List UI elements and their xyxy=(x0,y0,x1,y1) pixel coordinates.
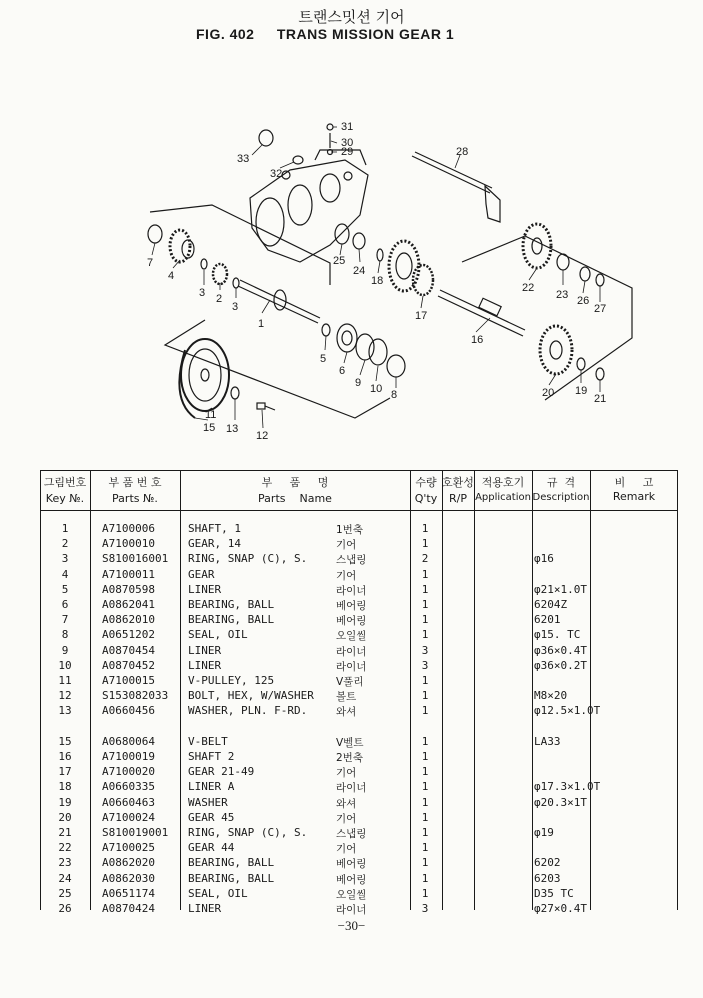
key-cell: 11 xyxy=(58,674,72,687)
part-name-cell: LINER A xyxy=(188,780,235,794)
callout-13: 13 xyxy=(226,423,239,435)
callout-19: 19 xyxy=(575,385,588,397)
description-cell: φ12.5×1.0T xyxy=(534,704,601,718)
callout-32: 32 xyxy=(270,168,283,180)
part-name-korean-cell: 2번축 xyxy=(336,752,363,764)
table-row xyxy=(40,902,678,917)
key-cell: 25 xyxy=(58,886,72,900)
transmission-housing xyxy=(250,150,368,262)
part-name-cell: GEAR 45 xyxy=(188,810,235,824)
description-cell: φ19 xyxy=(534,826,554,839)
callout-1: 1 xyxy=(258,318,265,330)
part-12-bolt xyxy=(257,403,275,410)
callout-2: 2 xyxy=(216,293,223,305)
callout-16: 16 xyxy=(471,334,484,346)
part-name-korean-cell: 라이너 xyxy=(336,584,367,597)
quantity-cell: 3 xyxy=(421,643,429,657)
callout-24: 24 xyxy=(353,265,366,277)
quantity-cell: 1 xyxy=(421,628,429,642)
header-desc-en: Description xyxy=(532,492,590,503)
part-number-cell: A0870452 xyxy=(102,658,155,672)
part-name-korean-cell: 오일씰 xyxy=(336,630,367,643)
part-name-cell: V-BELT xyxy=(188,734,228,748)
table-row xyxy=(40,689,678,704)
key-cell: 1 xyxy=(61,522,69,535)
part-name-cell: SHAFT, 1 xyxy=(188,522,241,535)
table-row xyxy=(40,780,678,795)
table-row xyxy=(40,659,678,674)
part-name-korean-cell: 베어링 xyxy=(336,615,367,628)
description-cell: φ21×1.0T xyxy=(534,582,587,596)
part-name-korean-cell: V벨트 xyxy=(336,736,364,749)
part-number-cell: A0660456 xyxy=(102,704,155,718)
quantity-cell: 1 xyxy=(421,856,429,870)
part-name-korean-cell: 기어 xyxy=(336,539,357,552)
table-row xyxy=(40,811,678,826)
quantity-cell: 1 xyxy=(421,871,429,885)
part-number-cell: A0870454 xyxy=(102,643,155,657)
part-name-cell: GEAR 21-49 xyxy=(188,765,255,779)
part-name-korean-cell: 라이너 xyxy=(336,645,367,658)
exploded-parts-diagram xyxy=(0,0,703,460)
key-cell: 7 xyxy=(61,613,69,627)
description-cell: φ36×0.2T xyxy=(534,658,587,672)
header-parts-ko: 부 품 번 호 xyxy=(108,476,162,489)
part-1-shaft xyxy=(238,280,320,323)
table-row xyxy=(40,841,678,856)
quantity-cell: 1 xyxy=(421,826,429,839)
header-desc-ko: 규 격 xyxy=(546,476,576,489)
quantity-cell: 1 xyxy=(421,704,429,718)
part-name-korean-cell: 기어 xyxy=(336,843,357,856)
part-name-korean-cell: 기어 xyxy=(336,812,357,825)
quantity-cell: 1 xyxy=(421,567,429,581)
header-remark-en: Remark xyxy=(612,490,656,503)
part-name-cell: RING, SNAP (C), S. xyxy=(188,552,308,566)
table-row xyxy=(40,568,678,583)
callout-6: 6 xyxy=(339,365,346,377)
table-row xyxy=(40,872,678,887)
table-row xyxy=(40,704,678,719)
part-number-cell: A7100011 xyxy=(102,567,155,581)
part-number-cell: A0651174 xyxy=(102,886,155,900)
header-key-en: Key №. xyxy=(45,492,85,505)
callout-28: 28 xyxy=(456,146,469,158)
table-row xyxy=(40,796,678,811)
header-rp-en: R/P xyxy=(449,492,467,505)
part-4-gear xyxy=(170,230,194,262)
table-row xyxy=(40,537,678,552)
quantity-cell: 1 xyxy=(421,537,429,551)
part-name-korean-cell: 와셔 xyxy=(336,797,357,810)
table-row xyxy=(40,750,678,765)
table-row xyxy=(40,765,678,780)
part-9-liner xyxy=(356,334,374,360)
callout-11: 11 xyxy=(205,409,217,421)
part-number-cell: S810016001 xyxy=(102,552,169,566)
description-cell: φ20.3×1T xyxy=(534,795,587,809)
part-21-snap-ring xyxy=(596,368,604,380)
callout-26: 26 xyxy=(577,295,590,307)
page-title-korean: 트랜스밋션 기어 xyxy=(298,8,405,26)
part-24-bearing xyxy=(353,233,365,249)
part-name-cell: BEARING, BALL xyxy=(188,856,275,870)
quantity-cell: 2 xyxy=(421,552,429,566)
part-number-cell: A0660335 xyxy=(102,780,155,794)
table-row xyxy=(40,552,678,567)
part-name-korean-cell: 베어링 xyxy=(336,858,367,871)
header-parts-en: Parts №. xyxy=(112,492,158,505)
part-name-cell: GEAR xyxy=(188,567,215,581)
description-cell: φ27×0.4T xyxy=(534,902,587,915)
quantity-cell: 1 xyxy=(421,750,429,763)
part-6-bearing xyxy=(337,324,357,352)
callout-27: 27 xyxy=(594,303,607,315)
callout-29: 29 xyxy=(341,146,354,158)
part-name-korean-cell: 라이너 xyxy=(336,660,367,673)
part-19-washer xyxy=(577,358,585,370)
key-cell: 3 xyxy=(61,552,69,566)
key-cell: 20 xyxy=(58,810,72,824)
key-cell: 24 xyxy=(58,871,72,885)
description-cell: φ15. TC xyxy=(534,628,581,642)
part-number-cell: A0862041 xyxy=(102,598,155,611)
header-rp-ko: 호환성 xyxy=(442,476,474,489)
part-name-cell: LINER xyxy=(188,643,222,657)
part-name-korean-cell: 베어링 xyxy=(336,600,367,612)
callout-22: 22 xyxy=(522,282,535,294)
description-cell: 6204Z xyxy=(534,598,568,611)
part-name-cell: BEARING, BALL xyxy=(188,598,275,611)
key-cell: 5 xyxy=(61,582,69,596)
part-number-cell: A7100010 xyxy=(102,537,155,551)
part-number-cell: S810019001 xyxy=(102,826,169,839)
part-number-cell: A0862020 xyxy=(102,856,155,870)
header-name-ko: 부 품 명 xyxy=(261,476,329,489)
part-23-bearing xyxy=(557,254,569,270)
key-cell: 17 xyxy=(58,765,72,779)
part-3-snap-ring-a xyxy=(201,259,207,269)
table-row xyxy=(40,826,678,841)
table-row xyxy=(40,522,678,537)
key-cell: 2 xyxy=(61,537,69,551)
key-cell: 12 xyxy=(58,689,72,703)
quantity-cell: 1 xyxy=(421,810,429,824)
part-name-korean-cell: 1번축 xyxy=(336,524,363,536)
callout-7: 7 xyxy=(147,257,154,269)
callout-23: 23 xyxy=(556,289,569,301)
quantity-cell: 1 xyxy=(421,886,429,900)
part-number-cell: A7100015 xyxy=(102,674,155,687)
quantity-cell: 1 xyxy=(421,674,429,687)
callout-17: 17 xyxy=(415,310,428,322)
figure-number: FIG. 402 xyxy=(196,26,255,42)
part-name-korean-cell: 와셔 xyxy=(336,706,357,719)
quantity-cell: 1 xyxy=(421,780,429,794)
quantity-cell: 1 xyxy=(421,689,429,703)
part-25-oil-seal xyxy=(335,224,349,244)
key-cell: 4 xyxy=(61,567,69,581)
quantity-cell: 1 xyxy=(421,598,429,611)
part-10-liner xyxy=(369,339,387,365)
key-cell: 6 xyxy=(61,598,69,611)
callout-3a: 3 xyxy=(199,287,206,299)
callout-12: 12 xyxy=(256,430,269,442)
callout-18: 18 xyxy=(371,275,384,287)
table-row xyxy=(40,613,678,628)
part-name-cell: LINER xyxy=(188,902,222,915)
figure-title: TRANS MISSION GEAR 1 xyxy=(276,26,455,42)
part-name-cell: WASHER xyxy=(188,795,228,809)
quantity-cell: 1 xyxy=(421,582,429,596)
header-app-ko: 적용호기 xyxy=(481,476,525,489)
part-name-cell: GEAR, 14 xyxy=(188,537,241,551)
header-qty-en: Q'ty xyxy=(414,492,438,505)
part-number-cell: A7100020 xyxy=(102,765,155,779)
callout-21: 21 xyxy=(594,393,607,405)
table-row xyxy=(40,887,678,902)
assembly-plane-right xyxy=(462,236,632,400)
part-name-korean-cell: V풀리 xyxy=(336,676,364,688)
part-32-ring xyxy=(293,156,303,164)
table-row xyxy=(40,598,678,613)
part-name-korean-cell: 기어 xyxy=(336,569,357,582)
part-name-korean-cell: 스냅링 xyxy=(336,554,367,567)
key-cell: 21 xyxy=(58,826,72,839)
key-cell: 18 xyxy=(58,780,72,794)
key-cell: 16 xyxy=(58,750,72,763)
part-name-korean-cell: 오일씰 xyxy=(336,888,367,901)
description-cell: D35 TC xyxy=(534,886,574,900)
table-row xyxy=(40,856,678,871)
part-name-cell: LINER xyxy=(188,582,222,596)
table-row xyxy=(40,674,678,689)
header-qty-ko: 수량 xyxy=(415,476,437,489)
part-2-gear xyxy=(213,264,227,284)
part-28-lever-shaft xyxy=(412,152,500,222)
part-name-cell: SEAL, OIL xyxy=(188,628,248,642)
key-cell: 13 xyxy=(58,704,72,718)
callout-25: 25 xyxy=(333,255,346,267)
callout-10: 10 xyxy=(370,383,383,395)
quantity-cell: 1 xyxy=(421,522,429,535)
callout-15: 15 xyxy=(203,422,216,434)
callout-31: 31 xyxy=(341,121,354,133)
header-key-ko: 그림번호 xyxy=(43,476,87,489)
part-7-bearing xyxy=(148,225,162,243)
table-row xyxy=(40,628,678,643)
part-31-nut xyxy=(327,124,333,130)
part-26-liner xyxy=(580,267,590,281)
part-name-cell: V-PULLEY, 125 xyxy=(188,674,275,687)
quantity-cell: 1 xyxy=(421,795,429,809)
part-27-liner xyxy=(596,274,604,286)
header-app-en: Application xyxy=(475,492,531,503)
description-cell: φ17.3×1.0T xyxy=(534,780,601,794)
callout-20: 20 xyxy=(542,387,555,399)
description-cell: M8×20 xyxy=(534,689,568,703)
table-row xyxy=(40,583,678,598)
table-row xyxy=(40,644,678,659)
key-cell: 26 xyxy=(58,902,72,915)
part-number-cell: A7100006 xyxy=(102,522,155,535)
description-cell: 6202 xyxy=(534,856,561,870)
key-cell: 10 xyxy=(58,658,72,672)
table-row xyxy=(40,735,678,750)
quantity-cell: 1 xyxy=(421,613,429,627)
key-cell: 19 xyxy=(58,795,72,809)
page-number: −30− xyxy=(337,918,366,933)
part-11-v-pulley xyxy=(181,339,229,411)
quantity-cell: 1 xyxy=(421,765,429,779)
description-cell: φ36×0.4T xyxy=(534,643,587,657)
part-name-cell: WASHER, PLN. F-RD. xyxy=(188,704,308,718)
description-cell: LA33 xyxy=(534,734,561,748)
part-13-washer xyxy=(231,387,239,399)
key-cell: 8 xyxy=(61,628,69,642)
part-33-cap xyxy=(259,130,273,146)
part-5-liner xyxy=(322,324,330,336)
callout-3b: 3 xyxy=(232,301,239,313)
part-8-oil-seal xyxy=(387,355,405,377)
callout-8: 8 xyxy=(391,389,398,401)
part-number-cell: S153082033 xyxy=(102,689,169,703)
part-name-korean-cell: 기어 xyxy=(336,767,357,780)
key-cell: 9 xyxy=(61,643,69,657)
header-name-en: Parts Name xyxy=(258,492,332,505)
part-name-cell: SEAL, OIL xyxy=(188,886,248,900)
part-number-cell: A7100019 xyxy=(102,750,155,763)
quantity-cell: 1 xyxy=(421,841,429,855)
callout-9: 9 xyxy=(355,377,362,389)
quantity-cell: 1 xyxy=(421,734,429,748)
header-remark-ko: 비 고 xyxy=(614,476,654,489)
part-20-gear xyxy=(540,326,572,374)
part-17-gear xyxy=(389,241,433,295)
part-name-cell: GEAR 44 xyxy=(188,841,235,855)
part-name-korean-cell: 베어링 xyxy=(336,873,367,886)
part-name-cell: BOLT, HEX, W/WASHER xyxy=(188,689,314,703)
quantity-cell: 3 xyxy=(421,658,429,672)
callout-30: 30 xyxy=(341,137,354,149)
assembly-plane-left xyxy=(150,205,330,285)
part-number-cell: A0870598 xyxy=(102,582,155,596)
part-number-cell: A0680064 xyxy=(102,734,155,748)
part-name-korean-cell: 라이너 xyxy=(336,782,367,795)
part-name-cell: BEARING, BALL xyxy=(188,613,275,627)
description-cell: 6203 xyxy=(534,871,561,885)
part-number-cell: A7100024 xyxy=(102,810,155,824)
part-number-cell: A0862030 xyxy=(102,871,155,885)
description-cell: φ16 xyxy=(534,552,554,566)
part-18-liner xyxy=(377,249,383,261)
callout-4: 4 xyxy=(168,270,175,282)
part-number-cell: A0660463 xyxy=(102,795,155,809)
part-name-korean-cell: 라이너 xyxy=(336,904,367,916)
quantity-cell: 3 xyxy=(421,902,429,915)
part-16-shaft xyxy=(438,290,525,336)
part-name-korean-cell: 볼트 xyxy=(336,691,357,704)
callout-33: 33 xyxy=(237,153,250,165)
part-name-cell: BEARING, BALL xyxy=(188,871,275,885)
part-number-cell: A7100025 xyxy=(102,841,155,855)
part-name-cell: SHAFT 2 xyxy=(188,750,235,763)
callout-5: 5 xyxy=(320,353,327,365)
part-number-cell: A0862010 xyxy=(102,613,155,627)
key-cell: 22 xyxy=(58,841,72,855)
part-name-korean-cell: 스냅링 xyxy=(336,828,367,840)
part-number-cell: A0651202 xyxy=(102,628,155,642)
key-cell: 23 xyxy=(58,856,72,870)
part-name-cell: LINER xyxy=(188,658,222,672)
part-name-cell: RING, SNAP (C), S. xyxy=(188,826,308,839)
part-number-cell: A0870424 xyxy=(102,902,155,915)
description-cell: 6201 xyxy=(534,613,561,627)
key-cell: 15 xyxy=(58,734,72,748)
